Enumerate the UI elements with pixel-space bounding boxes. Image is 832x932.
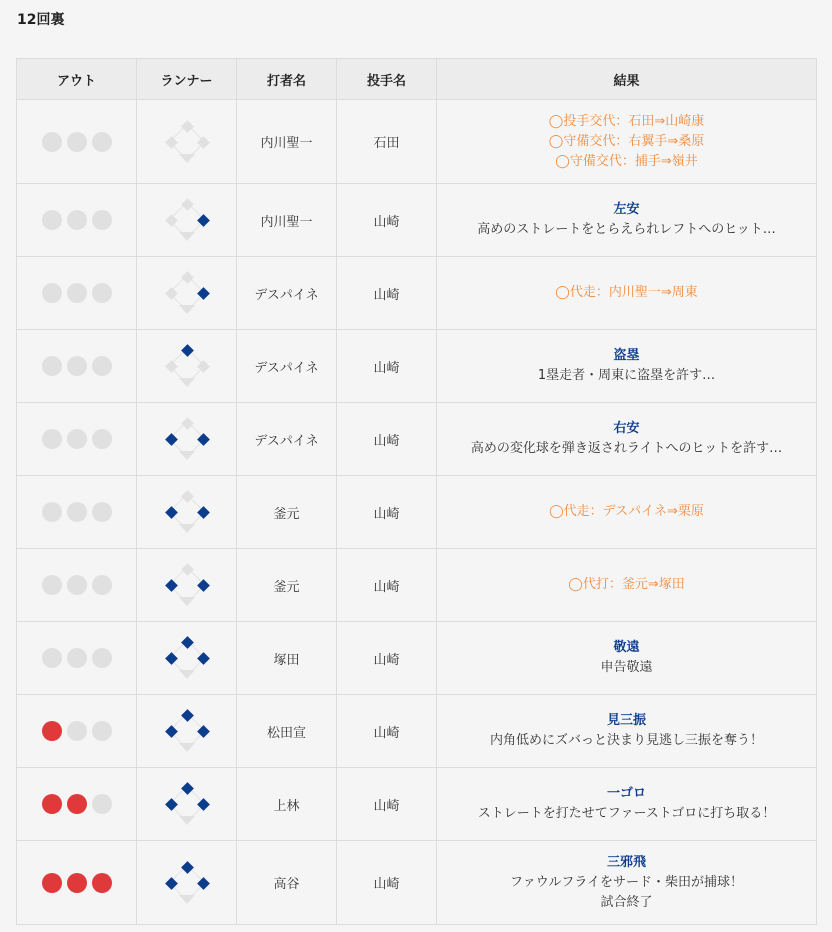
result-cell bbox=[437, 768, 817, 841]
batter-name: 塚田 bbox=[237, 622, 337, 695]
play-description: ファウルフライをサード・柴田が捕球！ bbox=[510, 874, 743, 890]
outs-cell bbox=[17, 768, 137, 841]
home-plate-icon bbox=[179, 524, 195, 533]
third-base-icon bbox=[165, 214, 178, 227]
result-cell bbox=[437, 403, 817, 476]
batter-name: 内川聖一 bbox=[237, 184, 337, 257]
out-indicator bbox=[17, 283, 136, 303]
out-dot-icon bbox=[42, 794, 62, 814]
outs-cell bbox=[17, 476, 137, 549]
base-diamond-icon bbox=[163, 561, 211, 609]
play-description: 申告敬遠 bbox=[600, 660, 653, 675]
result-cell bbox=[437, 330, 817, 403]
second-base-icon bbox=[181, 120, 194, 133]
home-plate-icon bbox=[179, 743, 195, 752]
play-result: 敬遠 bbox=[613, 640, 640, 655]
result-cell bbox=[437, 695, 817, 768]
first-base-icon bbox=[197, 360, 210, 373]
table-row bbox=[17, 622, 817, 695]
third-base-icon bbox=[165, 877, 178, 890]
out-dot-icon bbox=[92, 356, 112, 376]
out-dot-icon bbox=[67, 502, 87, 522]
out-dot-icon bbox=[67, 283, 87, 303]
play-result: 右安 bbox=[613, 421, 640, 436]
out-dot-icon bbox=[92, 210, 112, 230]
result-cell bbox=[437, 476, 817, 549]
third-base-icon bbox=[165, 360, 178, 373]
play-rows bbox=[17, 100, 817, 925]
third-base-icon bbox=[165, 136, 178, 149]
outs-cell bbox=[17, 841, 137, 925]
out-dot-icon bbox=[67, 575, 87, 595]
play-description: 試合終了 bbox=[600, 894, 653, 910]
substitution-note: ◯代走：内川聖一⇒周東 bbox=[555, 285, 698, 300]
table-row bbox=[17, 549, 817, 622]
second-base-icon bbox=[181, 782, 194, 795]
play-description: 高めの変化球を弾き返されライトへのヒットを許す… bbox=[470, 441, 783, 456]
substitution-note: ◯投手交代：石田⇒山崎康 bbox=[548, 113, 705, 129]
batter-name: デスパイネ bbox=[237, 330, 337, 403]
outs-cell bbox=[17, 257, 137, 330]
first-base-icon bbox=[197, 798, 210, 811]
out-dot-icon bbox=[92, 648, 112, 668]
runners-cell bbox=[137, 622, 237, 695]
outs-cell bbox=[17, 184, 137, 257]
runners-cell bbox=[137, 695, 237, 768]
outs-cell bbox=[17, 330, 137, 403]
out-dot-icon bbox=[92, 132, 112, 152]
batter-name: デスパイネ bbox=[237, 403, 337, 476]
home-plate-icon bbox=[179, 670, 195, 679]
play-description: 高めのストレートをとらえられレフトへのヒット… bbox=[477, 222, 776, 237]
home-plate-icon bbox=[179, 154, 195, 163]
second-base-icon bbox=[181, 198, 194, 211]
result-cell bbox=[437, 549, 817, 622]
pitcher-name: 山崎 bbox=[337, 841, 437, 925]
substitution-note: ◯守備交代：捕手⇒嶺井 bbox=[555, 153, 698, 169]
base-diamond-icon bbox=[163, 196, 211, 244]
play-description: 内角低めにズバっと決まり見逃し三振を奪う！ bbox=[489, 733, 763, 748]
table-row bbox=[17, 403, 817, 476]
runners-cell bbox=[137, 549, 237, 622]
out-indicator bbox=[17, 873, 136, 893]
out-dot-icon bbox=[67, 794, 87, 814]
first-base-icon bbox=[197, 652, 210, 665]
header-outs: アウト bbox=[17, 59, 137, 100]
first-base-icon bbox=[197, 214, 210, 227]
pitcher-name: 石田 bbox=[337, 100, 437, 184]
out-dot-icon bbox=[67, 429, 87, 449]
base-diamond-icon bbox=[163, 859, 211, 907]
out-dot-icon bbox=[92, 283, 112, 303]
home-plate-icon bbox=[179, 895, 195, 904]
result-cell bbox=[437, 841, 817, 925]
base-diamond-icon bbox=[163, 780, 211, 828]
base-diamond-icon bbox=[163, 634, 211, 682]
play-result: 一ゴロ bbox=[606, 786, 646, 801]
out-indicator bbox=[17, 721, 136, 741]
runners-cell bbox=[137, 330, 237, 403]
pitcher-name: 山崎 bbox=[337, 549, 437, 622]
batter-name: 釜元 bbox=[237, 476, 337, 549]
out-dot-icon bbox=[42, 132, 62, 152]
base-diamond-icon bbox=[163, 415, 211, 463]
play-result: 三邪飛 bbox=[606, 854, 646, 870]
second-base-icon bbox=[181, 636, 194, 649]
outs-cell bbox=[17, 549, 137, 622]
base-diamond-icon bbox=[163, 488, 211, 536]
home-plate-icon bbox=[179, 232, 195, 241]
table-row bbox=[17, 768, 817, 841]
base-diamond-icon bbox=[163, 269, 211, 317]
home-plate-icon bbox=[179, 305, 195, 314]
out-dot-icon bbox=[42, 210, 62, 230]
out-dot-icon bbox=[92, 502, 112, 522]
out-indicator bbox=[17, 502, 136, 522]
outs-cell bbox=[17, 100, 137, 184]
substitution-note: ◯代走：デスパイネ⇒栗原 bbox=[549, 504, 704, 519]
second-base-icon bbox=[181, 861, 194, 874]
table-row bbox=[17, 841, 817, 925]
out-indicator bbox=[17, 648, 136, 668]
pitcher-name: 山崎 bbox=[337, 768, 437, 841]
outs-cell bbox=[17, 622, 137, 695]
base-diamond-icon bbox=[163, 342, 211, 390]
pitcher-name: 山崎 bbox=[337, 695, 437, 768]
batter-name: 松田宣 bbox=[237, 695, 337, 768]
base-diamond-icon bbox=[163, 118, 211, 166]
play-by-play-table bbox=[16, 58, 817, 925]
header-batter: 打者名 bbox=[237, 59, 337, 100]
header-result: 結果 bbox=[437, 59, 817, 100]
batter-name: 釜元 bbox=[237, 549, 337, 622]
table-header-row bbox=[17, 59, 817, 100]
second-base-icon bbox=[181, 344, 194, 357]
header-pitcher: 投手名 bbox=[337, 59, 437, 100]
batter-name: 高谷 bbox=[237, 841, 337, 925]
play-description: ストレートを打たせてファーストゴロに打ち取る！ bbox=[477, 806, 776, 821]
home-plate-icon bbox=[179, 378, 195, 387]
table-row bbox=[17, 330, 817, 403]
result-cell bbox=[437, 100, 817, 184]
third-base-icon bbox=[165, 433, 178, 446]
out-dot-icon bbox=[92, 794, 112, 814]
play-description: 1塁走者・周東に盗塁を許す… bbox=[537, 368, 716, 383]
result-cell bbox=[437, 257, 817, 330]
result-cell bbox=[437, 622, 817, 695]
pitcher-name: 山崎 bbox=[337, 622, 437, 695]
batter-name: 上林 bbox=[237, 768, 337, 841]
pitcher-name: 山崎 bbox=[337, 403, 437, 476]
out-dot-icon bbox=[67, 132, 87, 152]
second-base-icon bbox=[181, 709, 194, 722]
table-row bbox=[17, 184, 817, 257]
pitcher-name: 山崎 bbox=[337, 184, 437, 257]
out-indicator bbox=[17, 132, 136, 152]
first-base-icon bbox=[197, 506, 210, 519]
out-indicator bbox=[17, 429, 136, 449]
runners-cell bbox=[137, 841, 237, 925]
first-base-icon bbox=[197, 136, 210, 149]
runners-cell bbox=[137, 257, 237, 330]
out-indicator bbox=[17, 210, 136, 230]
inning-title: 12回裏 bbox=[17, 12, 65, 28]
out-indicator bbox=[17, 575, 136, 595]
table-row bbox=[17, 100, 817, 184]
pitcher-name: 山崎 bbox=[337, 257, 437, 330]
third-base-icon bbox=[165, 725, 178, 738]
third-base-icon bbox=[165, 579, 178, 592]
out-dot-icon bbox=[67, 356, 87, 376]
first-base-icon bbox=[197, 287, 210, 300]
home-plate-icon bbox=[179, 816, 195, 825]
out-dot-icon bbox=[92, 575, 112, 595]
runners-cell bbox=[137, 184, 237, 257]
base-diamond-icon bbox=[163, 707, 211, 755]
second-base-icon bbox=[181, 271, 194, 284]
out-indicator bbox=[17, 794, 136, 814]
pitcher-name: 山崎 bbox=[337, 330, 437, 403]
outs-cell bbox=[17, 695, 137, 768]
out-dot-icon bbox=[67, 648, 87, 668]
out-dot-icon bbox=[42, 502, 62, 522]
home-plate-icon bbox=[179, 451, 195, 460]
first-base-icon bbox=[197, 579, 210, 592]
out-dot-icon bbox=[67, 721, 87, 741]
table-row bbox=[17, 476, 817, 549]
second-base-icon bbox=[181, 563, 194, 576]
first-base-icon bbox=[197, 725, 210, 738]
out-dot-icon bbox=[92, 721, 112, 741]
table-row bbox=[17, 695, 817, 768]
out-dot-icon bbox=[67, 210, 87, 230]
play-result: 盗塁 bbox=[613, 348, 640, 363]
third-base-icon bbox=[165, 506, 178, 519]
pitcher-name: 山崎 bbox=[337, 476, 437, 549]
table-row bbox=[17, 257, 817, 330]
out-dot-icon bbox=[42, 356, 62, 376]
runners-cell bbox=[137, 768, 237, 841]
second-base-icon bbox=[181, 490, 194, 503]
runners-cell bbox=[137, 476, 237, 549]
result-cell bbox=[437, 184, 817, 257]
third-base-icon bbox=[165, 287, 178, 300]
first-base-icon bbox=[197, 877, 210, 890]
out-dot-icon bbox=[92, 429, 112, 449]
runners-cell bbox=[137, 403, 237, 476]
header-runners: ランナー bbox=[137, 59, 237, 100]
runners-cell bbox=[137, 100, 237, 184]
batter-name: デスパイネ bbox=[237, 257, 337, 330]
out-dot-icon bbox=[92, 873, 112, 893]
outs-cell bbox=[17, 403, 137, 476]
play-result: 見三振 bbox=[606, 713, 646, 728]
out-indicator bbox=[17, 356, 136, 376]
second-base-icon bbox=[181, 417, 194, 430]
home-plate-icon bbox=[179, 597, 195, 606]
out-dot-icon bbox=[42, 873, 62, 893]
first-base-icon bbox=[197, 433, 210, 446]
third-base-icon bbox=[165, 798, 178, 811]
out-dot-icon bbox=[42, 283, 62, 303]
out-dot-icon bbox=[42, 429, 62, 449]
out-dot-icon bbox=[67, 873, 87, 893]
third-base-icon bbox=[165, 652, 178, 665]
out-dot-icon bbox=[42, 721, 62, 741]
play-result: 左安 bbox=[613, 202, 640, 217]
batter-name: 内川聖一 bbox=[237, 100, 337, 184]
out-dot-icon bbox=[42, 648, 62, 668]
substitution-note: ◯代打：釜元⇒塚田 bbox=[568, 577, 685, 592]
substitution-note: ◯守備交代：右翼手⇒桑原 bbox=[548, 133, 705, 149]
out-dot-icon bbox=[42, 575, 62, 595]
